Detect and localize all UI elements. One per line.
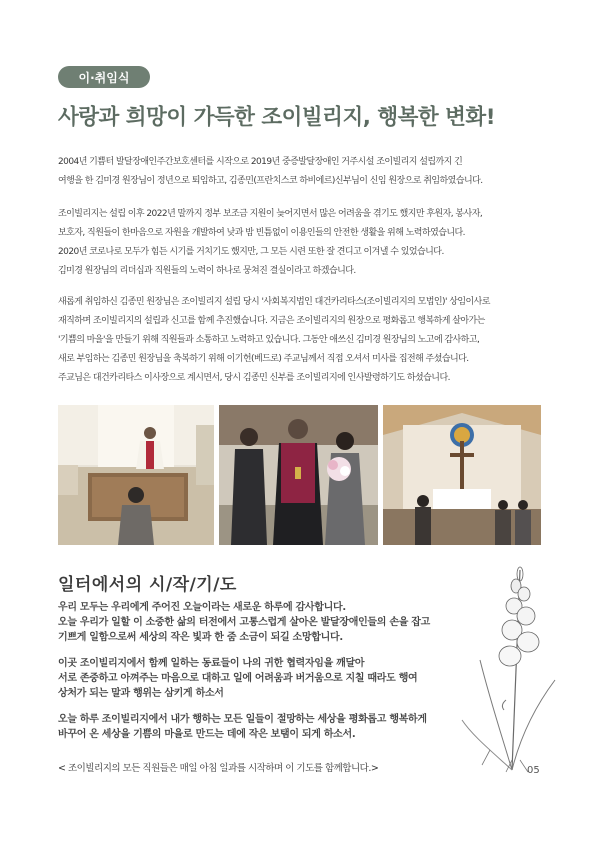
prayer-stanza-3: [58, 712, 498, 742]
text-line: 2020년 코로나로 모두가 힘든 시기를 거치기도 했지만, 그 모든 시련 또한 잘 견디고 이겨낼 수 있었습니다.: [58, 247, 444, 257]
prayer-line: 오늘 우리가 일할 이 소중한 삶의 터전에서 고통스럽게 살아온 발달장애인들의 손을 잡고: [58, 617, 430, 628]
paragraph-history: [58, 205, 558, 281]
prayer-title: 일터에서의 시/작/기/도: [58, 575, 237, 595]
text-line: 조이빌리지는 설립 이후 2022년 말까지 정부 보조금 지원이 늦어지면서 많은 어려움을 겪기도 했지만 후원자, 봉사자,: [58, 209, 483, 219]
prayer-closing-note: < 조이빌리지의 모든 직원들은 매일 아침 일과를 시작하며 이 기도를 함께합니다.>: [58, 763, 379, 774]
prayer-stanza-1: [58, 600, 498, 645]
paragraph-intro: [58, 153, 558, 191]
text-line: 새롭게 취임하신 김종민 원장님은 조이빌리지 설립 당시 '사회복지법인 대건카리타스(조이빌리지의 모법인)' 상임이사로: [58, 297, 490, 307]
prayer-line: 우리 모두는 우리에게 주어진 오늘이라는 새로운 하루에 감사합니다.: [58, 602, 346, 613]
text-line: 주교님은 대건카리타스 이사장으로 계시면서, 당시 김종민 신부를 조이빌리지에 인사발령하기도 하셨습니다.: [58, 373, 450, 383]
prayer-line: 기쁘게 일함으로써 세상의 작은 빛과 한 줌 소금이 되길 소망합니다.: [58, 632, 343, 643]
section-tag: 이·취임식: [58, 66, 150, 88]
photo-group-portrait: [219, 405, 378, 545]
gladiolus-illustration: [460, 560, 560, 779]
page-headline: 사랑과 희망이 가득한 조이빌리지, 행복한 변화!: [58, 105, 496, 130]
paragraph-new-director: [58, 293, 558, 388]
prayer-line: 상처가 되는 말과 행위는 삼키게 하소서: [58, 688, 224, 699]
text-line: 여행을 한 김미경 원장님이 정년으로 퇴임하고, 김종민(프란치스코 하비에르)신부님이 신임 원장으로 취임하였습니다.: [58, 176, 483, 186]
prayer-stanza-2: [58, 656, 498, 701]
prayer-line: 오늘 하루 조이빌리지에서 내가 행하는 모든 일들이 절망하는 세상을 평화롭고 행복하게: [58, 714, 427, 725]
prayer-line: 이곳 조이빌리지에서 함께 일하는 동료들이 나의 귀한 협력자임을 깨달아: [58, 658, 365, 669]
text-line: 새로 부임하는 김종민 원장님을 축복하기 위해 이기헌(베드로) 주교님께서 직접 오셔서 미사를 집전해 주셨습니다.: [58, 354, 469, 364]
photo-chapel: [383, 405, 541, 545]
photo-altar-mass: [58, 405, 214, 545]
prayer-line: 바꾸어 온 세상을 기쁨의 마을로 만드는 데에 작은 보탬이 되게 하소서.: [58, 729, 356, 740]
text-line: 김미경 원장님의 리더십과 직원들의 노력이 하나로 뭉쳐진 결실이라고 하겠습니다.: [58, 266, 356, 276]
text-line: 보호자, 직원들이 한마음으로 자원을 개발하여 낮과 밤 빈틈없이 이용인들의 안전한 생활을 위해 노력하였습니다.: [58, 228, 465, 238]
prayer-line: 서로 존중하고 아껴주는 마음으로 대하고 일에 어려움과 버거움으로 지칠 때라도 행여: [58, 673, 418, 684]
page-number: 05: [527, 765, 540, 776]
text-line: 재직하며 조이빌리지의 설립과 신고를 함께 추진했습니다. 지금은 조이빌리지의 원장으로 평화롭고 행복하게 살아가는: [58, 316, 485, 326]
text-line: '기쁨의 마을'을 만들기 위해 직원들과 소통하고 노력하고 있습니다. 그동안 애쓰신 김미경 원장님의 노고에 감사하고,: [58, 335, 480, 345]
text-line: 2004년 기쁨터 발달장애인주간보호센터를 시작으로 2019년 중증발달장애인 거주시설 조이빌리지 설립까지 긴: [58, 157, 463, 167]
